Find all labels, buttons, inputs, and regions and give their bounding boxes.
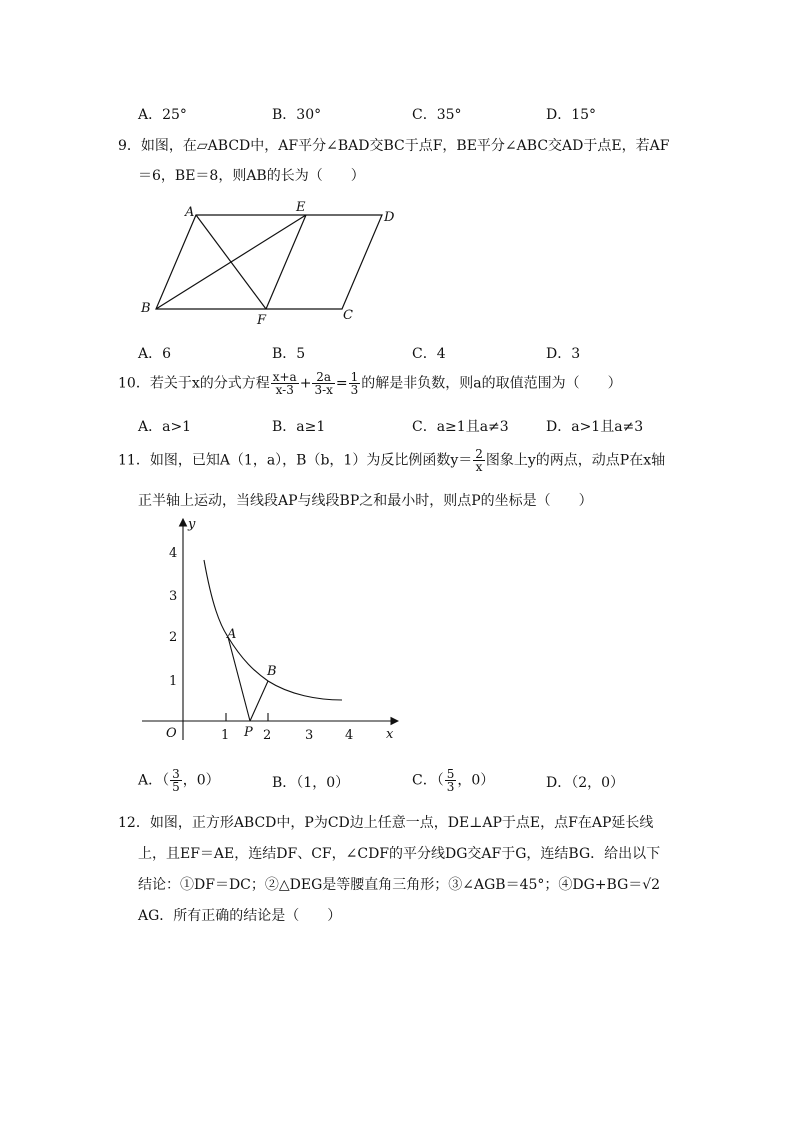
q11-option-c-fraction xyxy=(445,768,457,793)
q11-option-c-prefix: C．（ xyxy=(412,772,444,789)
q10-stem xyxy=(118,371,622,396)
q11-fraction xyxy=(473,448,485,473)
q10-option-a: A．a>1 xyxy=(138,419,192,435)
q11-x-tick-2: 2 xyxy=(263,728,272,743)
q11-segment-bp xyxy=(250,681,268,721)
q12-line3: 结论：①DF＝DC；②△DEG是等腰直角三角形；③∠AGB＝45°；④DG+BG＝√2 xyxy=(138,877,661,893)
q10-frac1-den: x-3 xyxy=(275,383,294,397)
q10-fraction-3 xyxy=(349,371,361,396)
q9-option-d: D．3 xyxy=(546,346,581,362)
q11-option-c xyxy=(412,768,494,793)
q10-equals: = xyxy=(335,375,348,392)
q10-plus: + xyxy=(299,375,312,392)
q12-line1: 12．如图，正方形ABCD中，P为CD边上任意一点，DE⊥AP于点E，点F在AP延长线 xyxy=(118,815,654,831)
q9-line1: 9．如图，在▱ABCD中，AF平分∠BAD交BC于点F，BE平分∠ABC交AD于点E，若AF xyxy=(118,138,670,154)
q10-suffix: 的解是非负数，则a的取值范围为（ ） xyxy=(361,375,622,392)
q9-label-c: C xyxy=(343,308,353,323)
q11-segment-ap xyxy=(228,637,250,721)
q9-label-e: E xyxy=(296,200,306,215)
q10-fraction-1 xyxy=(271,371,299,396)
q10-frac2-den: 3-x xyxy=(314,383,333,397)
q11-point-b-label: B xyxy=(267,664,277,679)
q9-label-b: B xyxy=(141,301,151,316)
q9-parallelogram xyxy=(156,215,382,309)
q10-frac2-num: 2a xyxy=(312,371,334,384)
q9-label-a: A xyxy=(185,205,195,220)
q11-option-a-fraction xyxy=(170,768,182,793)
q11-option-a-prefix: A．（ xyxy=(138,772,170,789)
q12-line2: 上，且EF＝AE，连结DF、CF，∠CDF的平分线DG交AF于G，连结BG．给出以下 xyxy=(138,846,661,862)
q11-option-c-den: 3 xyxy=(446,780,455,794)
q9-option-c: C．4 xyxy=(412,346,446,362)
q11-option-a-suffix: ，0） xyxy=(182,772,220,789)
q11-point-a-label: A xyxy=(227,627,237,642)
q9-segment-ef xyxy=(266,215,306,309)
q8-option-a: A．25° xyxy=(138,107,187,123)
q9-segment-af xyxy=(196,215,266,309)
q11-frac-den: x xyxy=(475,460,483,474)
q11-y-tick-1: 1 xyxy=(169,674,178,689)
q11-frac-num: 2 xyxy=(475,447,483,461)
q11-option-a-num: 3 xyxy=(172,767,180,781)
q8-option-d: D．15° xyxy=(546,107,597,123)
q11-option-b: B．（1，0） xyxy=(272,775,350,791)
q11-option-c-suffix: ，0） xyxy=(457,772,495,789)
q11-line1 xyxy=(118,448,665,473)
q11-hyperbola-curve xyxy=(204,560,342,700)
q11-line1-suffix: 图象上y的两点，动点P在x轴 xyxy=(485,452,666,469)
q8-option-b: B．30° xyxy=(272,107,322,123)
q10-frac3-num: 1 xyxy=(350,370,359,384)
q9-line2: ＝6，BE＝8，则AB的长为（ ） xyxy=(138,168,365,184)
q11-option-d: D．（2，0） xyxy=(546,775,625,791)
q10-option-d: D．a>1且a≠3 xyxy=(546,419,644,435)
q11-option-a xyxy=(138,768,220,793)
q9-option-a: A．6 xyxy=(138,346,172,362)
q11-point-p-label: P xyxy=(244,725,253,740)
q11-x-tick-4: 4 xyxy=(345,728,354,743)
q11-line2: 正半轴上运动，当线段AP与线段BP之和最小时，则点P的坐标是（ ） xyxy=(138,493,593,509)
q11-x-tick-1: 1 xyxy=(221,728,230,743)
q9-label-d: D xyxy=(384,210,395,225)
q10-prefix: 10．若关于x的分式方程 xyxy=(118,375,270,392)
q10-frac3-den: 3 xyxy=(350,383,359,397)
q11-option-a-den: 5 xyxy=(172,780,180,794)
q9-label-f: F xyxy=(257,313,267,328)
q11-y-tick-4: 4 xyxy=(169,546,178,561)
q11-y-tick-3: 3 xyxy=(169,589,178,604)
q11-y-label: y xyxy=(188,517,196,532)
q11-origin-label: O xyxy=(166,726,177,741)
q12-line4: AG．所有正确的结论是（ ） xyxy=(138,908,342,924)
q9-segment-be xyxy=(156,215,306,309)
q11-y-tick-2: 2 xyxy=(169,630,178,645)
q11-x-tick-3: 3 xyxy=(305,728,314,743)
q10-frac1-num: x+a xyxy=(272,370,297,384)
q9-option-b: B．5 xyxy=(272,346,306,362)
q10-option-b: B．a≥1 xyxy=(272,419,326,435)
q10-fraction-2 xyxy=(312,371,334,396)
q10-option-c: C．a≥1且a≠3 xyxy=(412,419,509,435)
q11-option-c-num: 5 xyxy=(446,767,455,781)
q11-x-label: x xyxy=(386,727,394,742)
q11-line1-prefix: 11．如图，已知A（1，a），B（b，1）为反比例函数y＝ xyxy=(118,452,473,469)
q8-option-c: C．35° xyxy=(412,107,462,123)
